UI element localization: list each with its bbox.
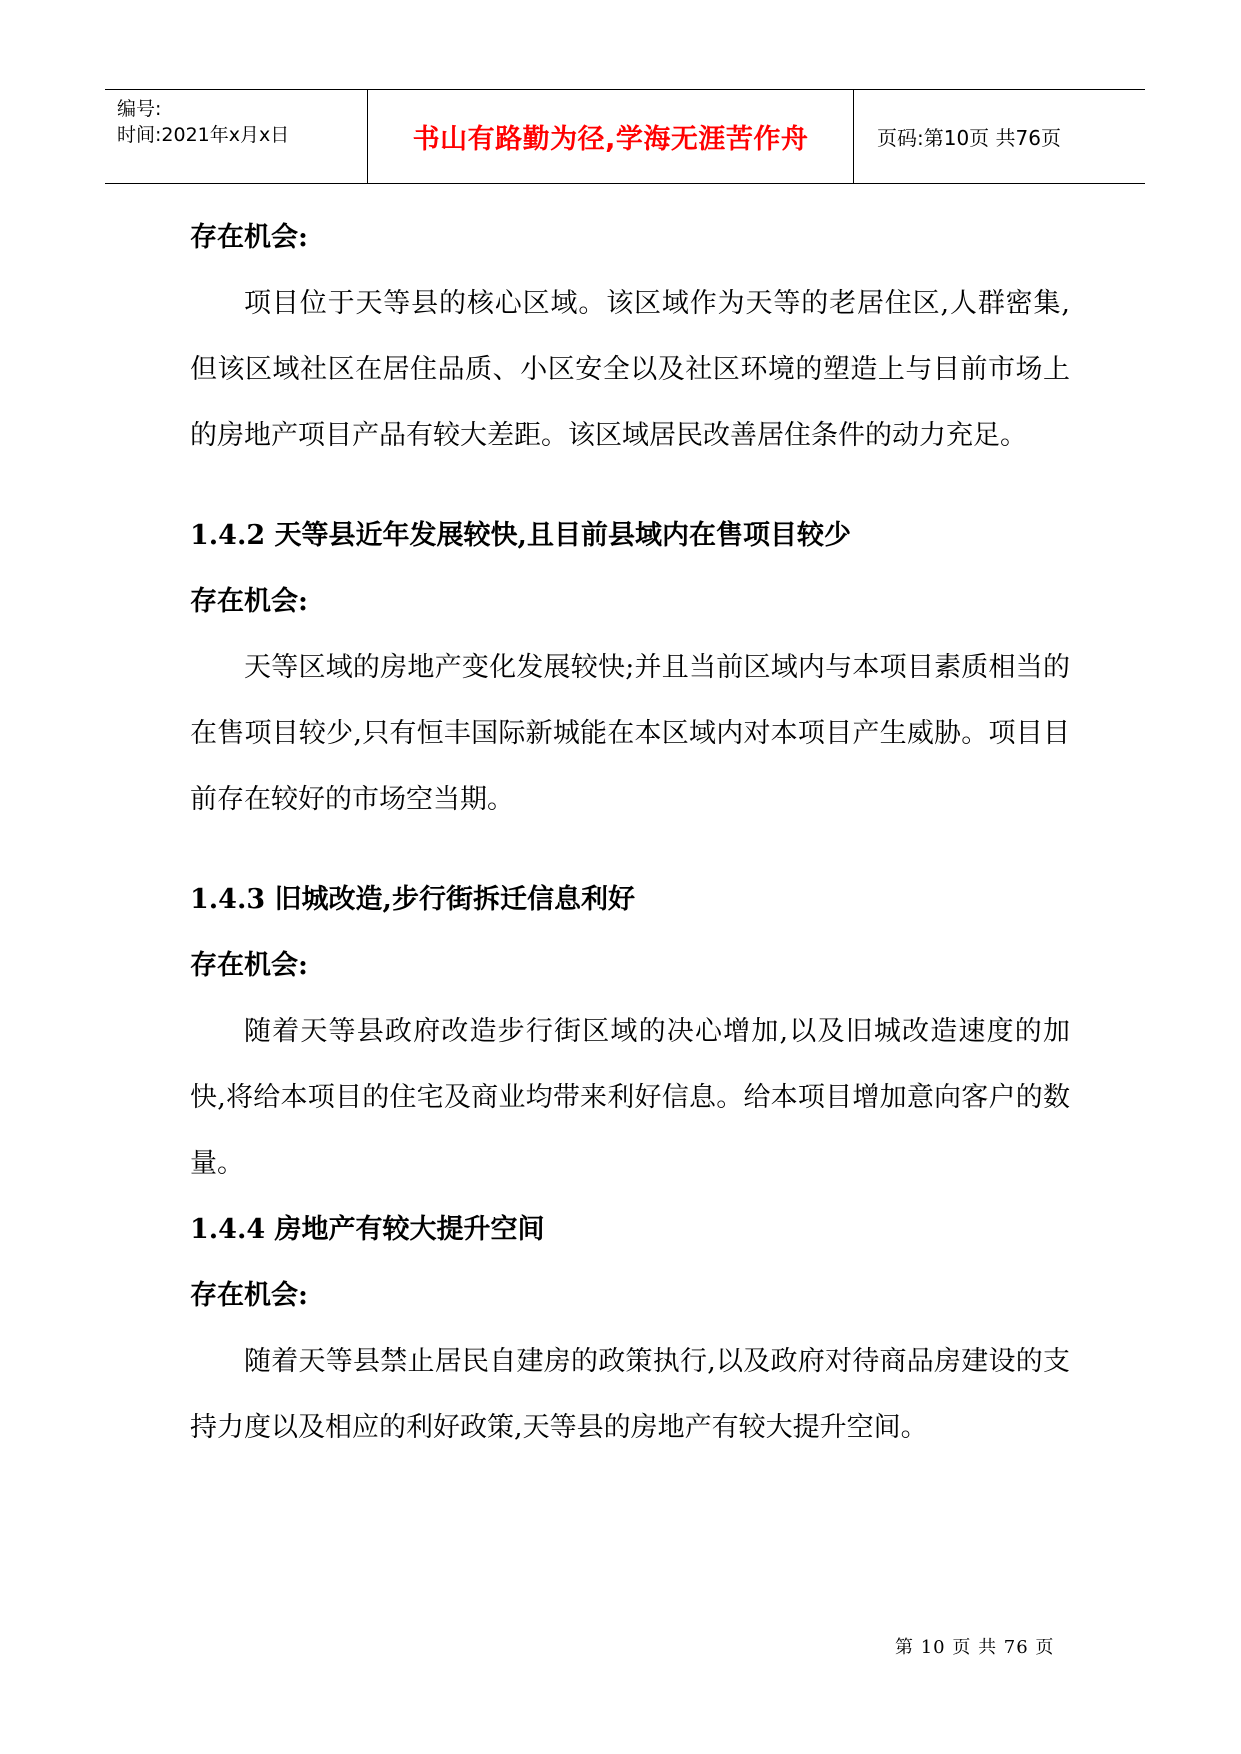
section-label: 存在机会:	[190, 222, 308, 253]
section-paragraph: 随着天等县禁止居民自建房的政策执行,以及政府对待商品房建设的支持力度以及相应的利好政策,天等县的房地产有较大提升空间。	[190, 1346, 1070, 1443]
section-heading: 1.4.3 旧城改造,步行街拆迁信息利好	[190, 884, 635, 915]
section-label: 存在机会:	[190, 586, 308, 617]
section-paragraph: 项目位于天等县的核心区域。该区域作为天等的老居住区,人群密集,但该区域社区在居住品质、小区安全以及社区环境的塑造上与目前市场上的房地产项目产品有较大差距。该区域居民改善居住条件的动力充足。	[190, 288, 1070, 451]
header-motto: 书山有路勤为径,学海无涯苦作舟	[368, 90, 854, 183]
section-heading: 1.4.4 房地产有较大提升空间	[190, 1214, 545, 1245]
header-meta	[105, 90, 368, 183]
page-footer: 第 10 页 共 76 页	[895, 1637, 1055, 1658]
doc-code-label: 编号:	[117, 98, 162, 120]
section-paragraph: 天等区域的房地产变化发展较快;并且当前区域内与本项目素质相当的在售项目较少,只有恒丰国际新城能在本区域内对本项目产生威胁。项目目前存在较好的市场空当期。	[190, 652, 1070, 815]
document-body	[190, 205, 1070, 1461]
page-header	[105, 89, 1145, 184]
header-page-info: 页码:第10页 共76页	[877, 126, 1061, 150]
section-heading: 1.4.2 天等县近年发展较快,且目前县域内在售项目较少	[190, 520, 851, 551]
section-label: 存在机会:	[190, 950, 308, 981]
section-label: 存在机会:	[190, 1280, 308, 1311]
section-paragraph: 随着天等县政府改造步行街区域的决心增加,以及旧城改造速度的加快,将给本项目的住宅及商业均带来利好信息。给本项目增加意向客户的数量。	[190, 1016, 1070, 1179]
doc-time-label: 时间:2021年x月x日	[117, 124, 290, 146]
